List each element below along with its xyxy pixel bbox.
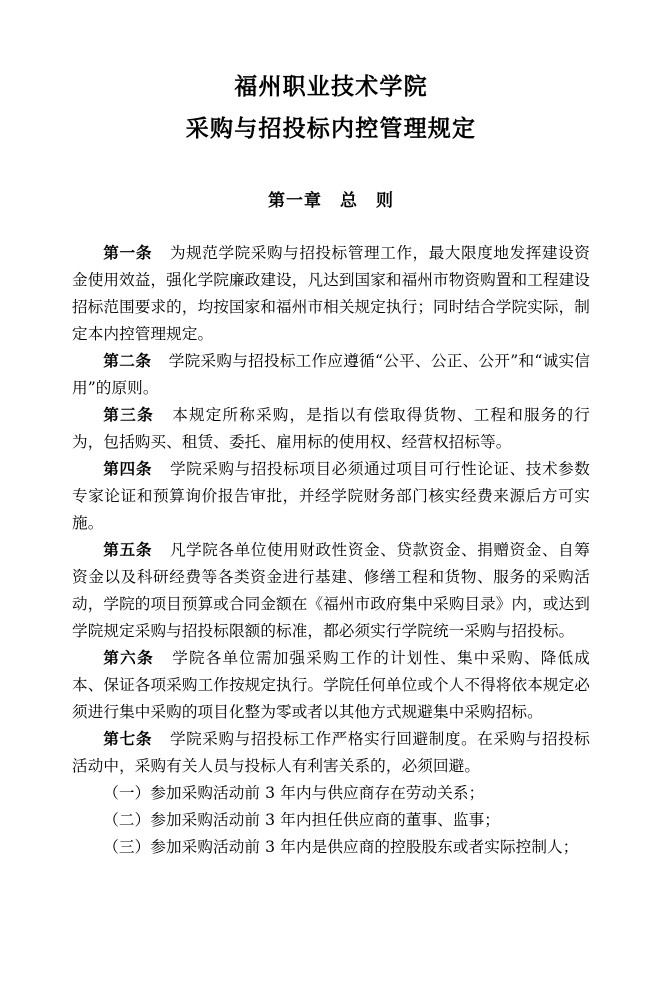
article-label: 第五条 <box>103 541 153 559</box>
article-label: 第一条 <box>103 244 153 262</box>
article-text: 为规范学院采购与招投标管理工作，最大限度地发挥建设资金使用效益，强化学院廉政建设，凡达到国家和福州市物资购置和工程建设招标范围要求的，均按国家和福州市相关规定执行；同时结合学院实际，制定本内控管理规定。 <box>72 244 590 343</box>
list-item: （一）参加采购活动前 3 年内与供应商存在劳动关系； <box>103 784 485 802</box>
article-paragraph <box>72 456 590 537</box>
document-title-line-1: 福州职业技术学院 <box>234 73 428 100</box>
article-label: 第六条 <box>103 649 155 667</box>
document-page <box>0 72 662 1008</box>
document-body <box>72 240 590 861</box>
article-paragraph <box>72 537 590 645</box>
article-paragraph <box>72 726 590 780</box>
article-paragraph <box>72 348 590 402</box>
article-paragraph <box>72 240 590 348</box>
article-label: 第二条 <box>103 352 152 370</box>
article-text: 学院采购与招投标工作严格实行回避制度。在采购与招投标活动中，采购有关人员与投标人有利害关系的，必须回避。 <box>72 730 590 775</box>
article-text: 凡学院各单位使用财政性资金、贷款资金、捐赠资金、自筹资金以及科研经费等各类资金进行基建、修缮工程和货物、服务的采购活动，学院的项目预算或合同金额在《福州市政府集中采购目录》内，或达到学院规定采购与招投标限额的标准，都必须实行学院统一采购与招投标。 <box>72 541 590 640</box>
document-title-line-2: 采购与招投标内控管理规定 <box>185 115 477 142</box>
article-paragraph <box>72 402 590 456</box>
list-item: （二）参加采购活动前 3 年内担任供应商的董事、监事； <box>103 811 500 829</box>
article-text: 学院采购与招投标工作应遵循“公平、公正、公开”和“诚实信用”的原则。 <box>72 352 591 397</box>
article-text: 本规定所称采购，是指以有偿取得货物、工程和服务的行为，包括购买、租赁、委托、雇用标的使用权、经营权招标等。 <box>72 406 590 451</box>
chapter-heading: 第一章 总 则 <box>268 191 394 211</box>
article-label: 第三条 <box>103 406 155 424</box>
article-label: 第七条 <box>103 730 153 748</box>
article-label: 第四条 <box>103 460 153 478</box>
article-paragraph <box>72 645 590 726</box>
article-text: 学院各单位需加强采购工作的计划性、集中采购、降低成本、保证各项采购工作按规定执行。学院任何单位或个人不得将依本规定必须进行集中采购的项目化整为零或者以其他方式规避集中采购招标。 <box>72 649 590 721</box>
article-text: 学院采购与招投标项目必须通过项目可行性论证、技术参数专家论证和预算询价报告审批，并经学院财务部门核实经费来源后方可实施。 <box>72 460 590 532</box>
list-item: （三）参加采购活动前 3 年内是供应商的控股股东或者实际控制人； <box>103 838 579 856</box>
